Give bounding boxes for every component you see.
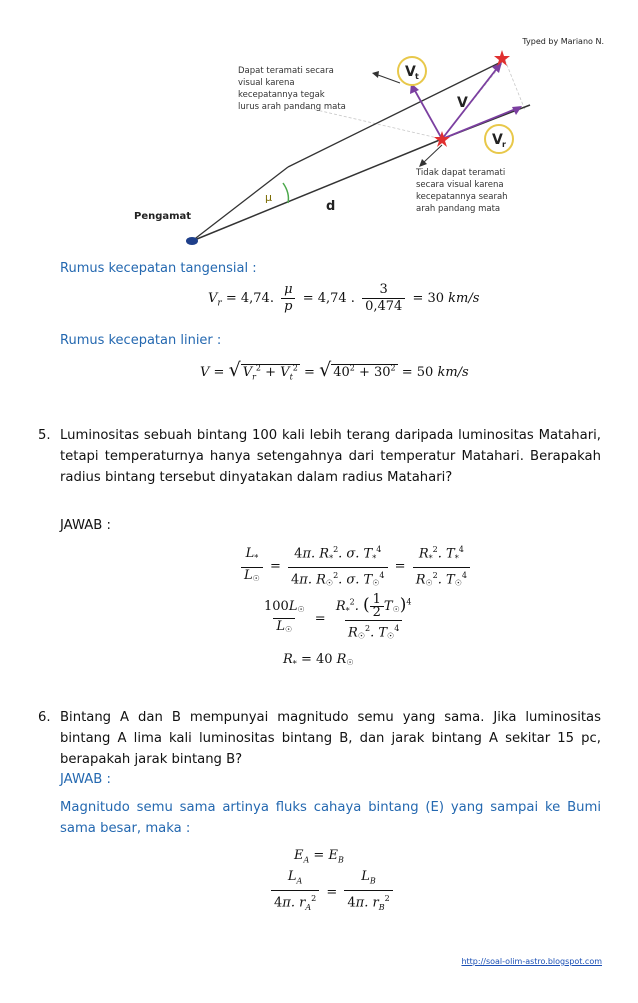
vt-label: V — [405, 64, 416, 80]
linear-formula: V = √ $V_r^2 + V_t^2$ = √ $40^2 + 30^2 = 50$ km/s — [200, 359, 469, 382]
svg-text:t: t — [415, 72, 419, 81]
linear-heading: Rumus kecepatan linier : — [60, 333, 222, 348]
footer-link[interactable]: http://soal-olim-astro.blogspot.com — [461, 957, 602, 966]
question-5-text: Luminositas sebuah bintang 100 kali lebih terang daripada luminositas Matahari, tetapi temperaturnya hanya setengahnya dari temperatur Matahari. Berapakah radius bintang tersebut dinyatakan dalam radius Matahari? — [60, 428, 601, 485]
v-label: V — [457, 95, 468, 111]
d-label: d — [326, 199, 336, 214]
mu-label: μ — [265, 191, 272, 204]
velocity-diagram — [120, 45, 540, 255]
question-6-text: Bintang A dan B mempunyai magnitudo semu yang sama. Jika luminositas bintang A lima kali luminositas bintang B, dan jarak bintang A sekitar 15 pc, berapakah jarak bintang B? — [60, 710, 601, 767]
answer-5-label: JAWAB : — [60, 518, 111, 533]
question-6 — [0, 707, 638, 773]
credit-text: Typed by Mariano N. — [522, 37, 604, 46]
svg-text:r: r — [502, 140, 506, 149]
tangential-formula: $V_r = 4,74$. $\frac{\mu}{p}$ = 4,74 . $\frac{3}{0,474}$ = 30 km/s — [208, 282, 480, 314]
star-current — [434, 131, 450, 147]
answer-6-label: JAWAB : — [60, 772, 111, 787]
tangential-heading: Rumus kecepatan tangensial : — [60, 261, 257, 276]
q5-equation-1: $\frac{L_*}{L☉}$ = $\frac{4\pi. R_*^2. \sigma. T_*^4}{4\pi. R☉^2. \sigma. T☉^4}$ = $\frac{R_*^2. T_*^4}{R☉^2. T☉^4}$ — [238, 542, 473, 591]
observer-label: Pengamat — [134, 211, 192, 222]
question-5-number: 5. — [38, 428, 51, 443]
line-of-sight — [192, 139, 442, 241]
q5-result: $R_* = 40$ R☉ — [283, 652, 354, 669]
question-6-number: 6. — [38, 710, 51, 725]
question-5 — [0, 425, 638, 515]
q6-equation-2: $\frac{L_A}{4\pi. r_A^2}$ = $\frac{L_B}{4\pi. r_B^2}$ — [268, 869, 396, 916]
note-top: Dapat teramati secara visual karena kecepatannya tegak lurus arah pandang mata — [238, 66, 346, 112]
q6-explanation: Magnitudo semu sama artinya fluks cahaya bintang (E) yang sampai ke Bumi sama besar, maka : — [60, 800, 601, 836]
q5-equation-2: $\frac{100L☉}{L☉}$ = $R_*^2$. ( $\frac{1}{2}$ T☉)$^4$ R☉$^2$. T☉$^4$ — [258, 594, 417, 644]
note-bottom: Tidak dapat teramati secara visual karena kecepatannya searah arah pandang mata — [416, 168, 508, 214]
vr-label: V — [492, 132, 503, 148]
q6-equation-1: $E_A = E_B$ — [294, 848, 344, 865]
